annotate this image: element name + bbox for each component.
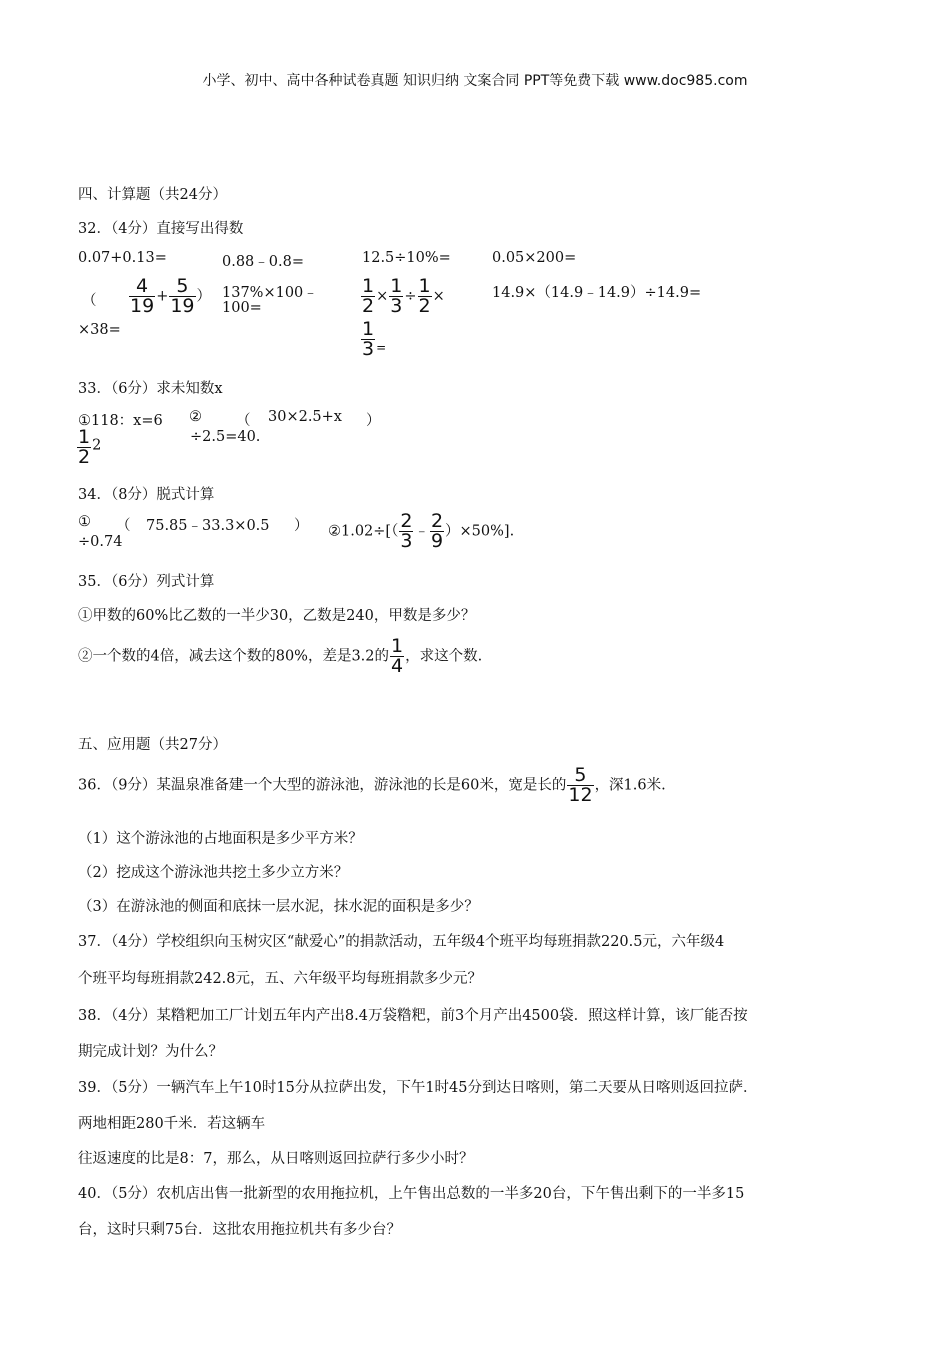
q36-stem xyxy=(78,766,666,805)
fraction xyxy=(430,512,444,551)
page-header: 小学、初中、高中各种试卷真题 知识归纳 文案合同 PPT等免费下载 www.doc985.com xyxy=(202,73,748,89)
q39-line1: 39．（5分）一辆汽车上午10时15分从拉萨出发，下午1时45分到达日喀则，第二天要从日喀则返回拉萨． xyxy=(78,1080,758,1096)
q33-part2-tail: ÷2.5=40. xyxy=(190,429,261,445)
q32-paren-open: （ xyxy=(82,293,97,309)
q32-item-3: 12.5÷10%= xyxy=(362,250,451,266)
fraction-denominator: 3 xyxy=(400,530,413,552)
q33-part1-fraction xyxy=(76,428,101,467)
q34-part1-tail: ÷0.74 xyxy=(78,534,123,550)
fraction-denominator: 12 xyxy=(568,784,593,806)
q33-label: 33．（6分）求未知数x xyxy=(78,381,223,397)
fraction-numerator: 1 xyxy=(362,318,375,340)
q35-part2-head: ②一个数的4倍，减去这个数的80%，差是3.2的 xyxy=(78,648,390,665)
times-sign: × xyxy=(376,288,389,305)
q35-part2 xyxy=(78,637,482,676)
fraction xyxy=(129,277,155,316)
q32-item-6b: 100= xyxy=(222,300,262,316)
plus-sign: + xyxy=(156,288,169,305)
fraction-denominator: 19 xyxy=(170,295,195,317)
q32-item-2: 0.88﹣0.8= xyxy=(222,254,304,270)
q39-line3: 往返速度的比是8：7，那么，从日喀则返回拉萨行多少小时？ xyxy=(78,1151,474,1167)
fraction-denominator: 2 xyxy=(78,446,91,468)
q38-line2: 期完成计划？为什么？ xyxy=(78,1044,223,1060)
q36-sub1: （1）这个游泳池的占地面积是多少平方米？ xyxy=(78,831,363,847)
section-title-calculation: 四、计算题（共24分） xyxy=(78,187,227,203)
q32-fraction-expr xyxy=(128,277,211,316)
fraction-denominator: 9 xyxy=(430,530,444,552)
q34-part2 xyxy=(328,512,514,551)
fraction-numerator: 2 xyxy=(430,510,444,532)
q34-part1-expr: 75.85﹣33.3×0.5 xyxy=(146,518,270,534)
q33-part2-paren-close: ） xyxy=(366,413,381,429)
q36-stem-head: 36．（9分）某温泉准备建一个大型的游泳池，游泳池的长是60米，宽是长的 xyxy=(78,777,567,794)
fraction xyxy=(399,512,413,551)
q33-part2-paren-open: （ xyxy=(236,413,251,429)
q40-line1: 40．（5分）农机店出售一批新型的农用拖拉机，上午售出总数的一半多20台，下午售出剩下的一半多15 xyxy=(78,1186,745,1202)
q32-item-4: 0.05×200= xyxy=(492,250,577,266)
fraction-numerator: 1 xyxy=(362,275,375,297)
fraction-numerator: 2 xyxy=(400,510,413,532)
q32-times-38: ×38= xyxy=(78,322,121,338)
fraction-numerator: 5 xyxy=(574,764,587,786)
q37-line1: 37．（4分）学校组织向玉树灾区“献爱心”的捐款活动，五年级4个班平均每班捐款220.5元，六年级4 xyxy=(78,934,725,950)
minus-sign: ﹣ xyxy=(414,523,429,540)
q34-part2-head: ②1.02÷[（ xyxy=(328,523,399,540)
q34-part1-marker: ① xyxy=(78,514,91,530)
divide-sign: ÷ xyxy=(404,288,417,305)
q32-item-8: 14.9×（14.9﹣14.9）÷14.9= xyxy=(492,285,702,301)
section-title-application: 五、应用题（共27分） xyxy=(78,737,227,753)
mixed-tail: 2 xyxy=(92,437,102,454)
fraction-numerator: 1 xyxy=(418,275,431,297)
fraction-denominator: 2 xyxy=(362,295,375,317)
fraction xyxy=(169,277,195,316)
q36-stem-tail: ，深1.6米. xyxy=(594,777,666,794)
q39-line2: 两地相距280千米．若这辆车 xyxy=(78,1116,266,1132)
q34-part2-tail: ）×50%]. xyxy=(445,523,515,540)
fraction xyxy=(361,320,375,359)
q35-part1: ①甲数的60%比乙数的一半少30，乙数是240，甲数是多少？ xyxy=(78,608,476,624)
q34-label: 34．（8分）脱式计算 xyxy=(78,487,215,503)
fraction-denominator: 2 xyxy=(418,295,431,317)
fraction-denominator: 4 xyxy=(391,655,404,677)
q34-part1-paren-open: （ xyxy=(116,518,131,534)
fraction xyxy=(390,637,404,676)
fraction xyxy=(77,428,91,467)
fraction-numerator: 5 xyxy=(176,275,189,297)
paren-close: ） xyxy=(196,288,212,305)
q33-part2-marker: ② xyxy=(189,409,202,425)
fraction-denominator: 3 xyxy=(390,295,403,317)
fraction-numerator: 1 xyxy=(390,275,403,297)
fraction xyxy=(418,277,432,316)
q35-part2-tail: ，求这个数. xyxy=(405,648,483,665)
times-sign: × xyxy=(432,288,445,305)
fraction-numerator: 1 xyxy=(391,635,404,657)
fraction-numerator: 1 xyxy=(78,426,91,448)
q33-part2-expr: 30×2.5+x xyxy=(268,409,342,425)
q32-item-6a: 137%×100﹣ xyxy=(222,285,318,301)
q36-sub3: （3）在游泳池的侧面和底抹一层水泥，抹水泥的面积是多少？ xyxy=(78,899,479,915)
q32-fraction-last xyxy=(360,320,386,359)
q32-item-1: 0.07+0.13= xyxy=(78,250,167,266)
q36-sub2: （2）挖成这个游泳池共挖土多少立方米？ xyxy=(78,865,349,881)
q38-line1: 38．（4分）某糌粑加工厂计划五年内产出8.4万袋糌粑，前3个月产出4500袋．照这样计算，该厂能否按 xyxy=(78,1008,748,1024)
fraction xyxy=(389,277,403,316)
fraction-numerator: 4 xyxy=(136,275,149,297)
q40-line2: 台，这时只剩75台．这批农用拖拉机共有多少台？ xyxy=(78,1222,401,1238)
q33-part1: ①118：x=6 xyxy=(78,413,163,429)
fraction xyxy=(361,277,375,316)
fraction xyxy=(567,766,593,805)
q34-part1-paren-close: ） xyxy=(294,518,309,534)
fraction-denominator: 3 xyxy=(362,338,375,360)
q32-label: 32．（4分）直接写出得数 xyxy=(78,221,244,237)
q32-fraction-product xyxy=(360,277,445,316)
q35-label: 35．（6分）列式计算 xyxy=(78,574,215,590)
equals-sign: = xyxy=(376,340,387,355)
fraction-denominator: 19 xyxy=(130,295,155,317)
q37-line2: 个班平均每班捐款242.8元，五、六年级平均每班捐款多少元？ xyxy=(78,971,483,987)
